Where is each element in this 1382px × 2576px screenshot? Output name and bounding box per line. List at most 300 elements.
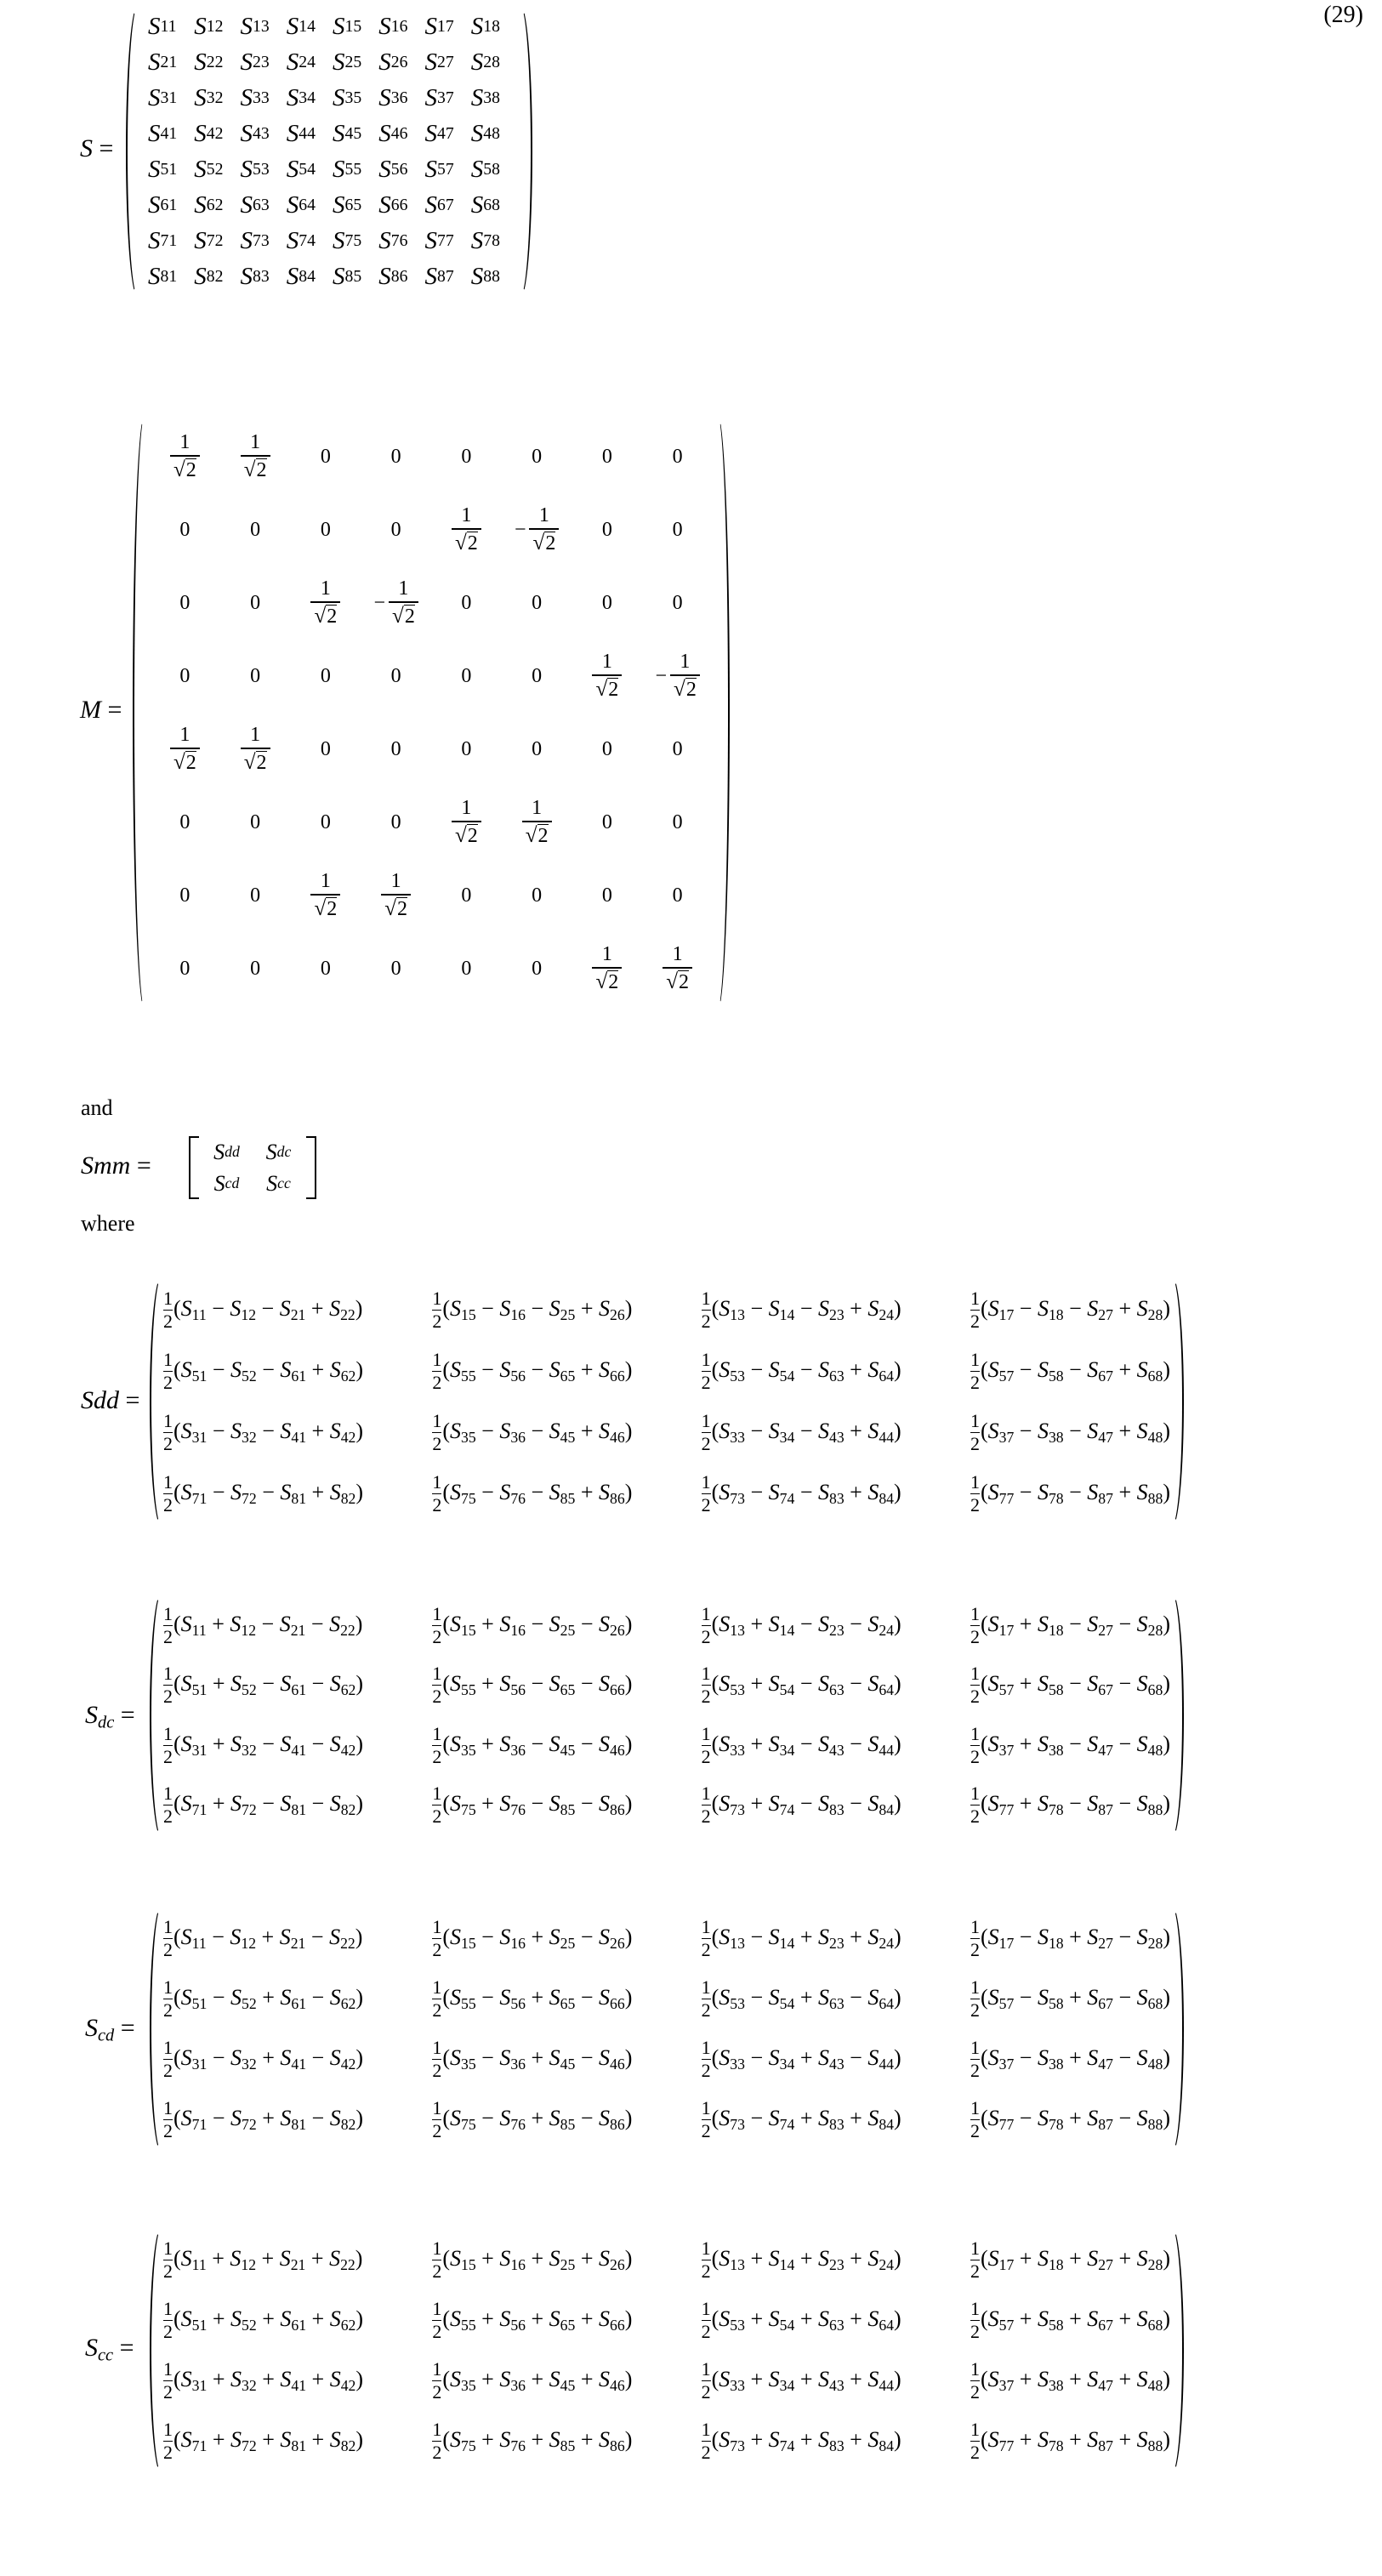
- matrix-entry: [432, 1463, 632, 1524]
- s-entry-subscript: 71: [161, 231, 178, 251]
- one-half-fraction: [163, 1784, 173, 1826]
- half-numerator: 1: [432, 2239, 441, 2260]
- s-entry-symbol: S: [194, 120, 207, 148]
- half-denominator: 2: [163, 1805, 173, 1826]
- half-denominator: 2: [970, 1999, 980, 2020]
- s-matrix-entry: [283, 44, 329, 80]
- entry-expression: (S71 + S72 + S81 + S82): [173, 2427, 363, 2455]
- entry-expression: (S35 + S36 − S45 − S46): [442, 1732, 632, 1760]
- half-numerator: 1: [702, 1725, 711, 1745]
- s-matrix-entry: [283, 259, 329, 294]
- s-entry-symbol: S: [241, 13, 253, 41]
- s-matrix-entry: [145, 9, 191, 44]
- s-entry-symbol: S: [333, 263, 345, 291]
- s-label-symbol: S: [80, 134, 93, 162]
- half-numerator: 1: [163, 1784, 173, 1805]
- m-matrix-entry: [150, 420, 220, 493]
- s-entry-symbol: S: [287, 48, 299, 77]
- fraction-denominator: [452, 821, 481, 846]
- s-entry-subscript: 38: [483, 88, 500, 108]
- minus-sign: −: [515, 519, 526, 542]
- zero-entry: 0: [250, 519, 260, 542]
- zero-entry: 0: [673, 592, 683, 615]
- half-numerator: 1: [163, 1725, 173, 1745]
- one-half-fraction: [702, 2099, 711, 2141]
- m-matrix-entry: [431, 493, 502, 566]
- half-denominator: 2: [163, 1432, 173, 1453]
- one-over-sqrt2-fraction: [241, 432, 270, 481]
- one-half-fraction: [702, 2420, 711, 2462]
- half-denominator: 2: [970, 1432, 980, 1453]
- m-matrix-entry: [220, 786, 291, 859]
- sqrt-icon: √: [173, 458, 185, 481]
- one-half-fraction: [970, 1725, 980, 1766]
- one-half-fraction: [702, 2300, 711, 2341]
- s-entry-subscript: 75: [345, 231, 362, 251]
- entry-expression: (S75 − S76 + S85 − S86): [442, 2106, 632, 2134]
- entry-expression: (S17 − S18 + S27 − S28): [981, 1925, 1170, 1953]
- matrix-entry: [163, 1463, 363, 1524]
- half-denominator: 2: [163, 2119, 173, 2141]
- s-entry-subscript: 82: [207, 267, 224, 287]
- right-parenthesis: [1170, 2226, 1184, 2475]
- s-matrix-entry: [283, 151, 329, 187]
- one-half-fraction: [432, 2420, 441, 2462]
- s-entry-symbol: S: [333, 84, 345, 112]
- half-denominator: 2: [432, 1310, 441, 1331]
- s-matrix-entry: [237, 44, 283, 80]
- sdd-label: [81, 1386, 139, 1415]
- matrix-entry: [432, 2090, 632, 2150]
- one-half-fraction: [970, 1978, 980, 2020]
- s-entry-symbol: S: [333, 191, 345, 219]
- s-entry-subscript: 83: [253, 267, 270, 287]
- s-matrix-entry: [375, 9, 421, 44]
- m-matrix-entry: [361, 640, 431, 713]
- scd-subscript: cd: [98, 2027, 114, 2045]
- entry-expression: (S75 + S76 − S85 − S86): [442, 1791, 632, 1819]
- half-denominator: 2: [702, 2380, 711, 2402]
- matrix-entry: [702, 1279, 901, 1340]
- sqrt-icon: √: [532, 532, 544, 554]
- entry-expression: (S51 + S52 + S61 + S62): [173, 2306, 363, 2334]
- s-matrix-entry: [422, 259, 468, 294]
- matrix-entry: [432, 2290, 632, 2351]
- s-entry-subscript: 53: [253, 160, 270, 179]
- s-entry-symbol: S: [425, 48, 438, 77]
- zero-entry: 0: [391, 738, 401, 761]
- matrix-entry: [702, 1969, 901, 2029]
- radicand: 2: [607, 678, 618, 701]
- s-entry-subscript: 64: [299, 196, 316, 215]
- s-entry-subscript: 62: [207, 196, 224, 215]
- entry-expression: (S57 − S58 + S67 − S68): [981, 1985, 1170, 2013]
- s-entry-subscript: 56: [391, 160, 408, 179]
- s-matrix-entry: [375, 187, 421, 223]
- entry-expression: (S73 − S74 + S83 + S84): [712, 2106, 901, 2134]
- entry-expression: (S17 + S18 + S27 + S28): [981, 2246, 1170, 2274]
- sdc-matrix: [150, 1592, 1184, 1839]
- half-numerator: 1: [163, 1918, 173, 1938]
- one-half-fraction: [970, 1412, 980, 1453]
- half-numerator: 1: [432, 1605, 441, 1625]
- one-over-sqrt2-fraction: [241, 725, 270, 773]
- fraction-denominator: [452, 528, 481, 554]
- fraction-numerator: 1: [176, 725, 193, 748]
- entry-expression: (S71 − S72 + S81 − S82): [173, 2106, 363, 2134]
- m-matrix-entry: [361, 493, 431, 566]
- m-matrix-entry: [291, 932, 361, 1005]
- one-over-sqrt2-fraction: [170, 725, 200, 773]
- matrix-entry: [702, 1595, 901, 1656]
- s-matrix-entry: [145, 116, 191, 151]
- matrix-entry: [970, 2411, 1170, 2471]
- entry-expression: (S71 + S72 − S81 − S82): [173, 1791, 363, 1819]
- m-matrix-entry: [642, 420, 713, 493]
- zero-entry: 0: [250, 811, 260, 834]
- entry-expression: (S15 + S16 + S25 + S26): [442, 2246, 632, 2274]
- s-entry-subscript: 21: [161, 53, 178, 72]
- sqrt-icon: √: [173, 751, 185, 774]
- entry-expression: (S11 + S12 − S21 − S22): [173, 1612, 362, 1640]
- one-half-fraction: [432, 2300, 441, 2341]
- one-half-fraction: [970, 1289, 980, 1331]
- right-bracket: [306, 1136, 316, 1199]
- matrix-entry: [163, 1776, 363, 1836]
- entry-expression: (S51 + S52 − S61 − S62): [173, 1671, 363, 1699]
- entry-expression: (S33 − S34 + S43 − S44): [712, 2045, 901, 2073]
- m-matrix-entry: [150, 493, 220, 566]
- m-matrix-entry: [431, 786, 502, 859]
- m-matrix-entry: [431, 932, 502, 1005]
- half-denominator: 2: [432, 1685, 441, 1706]
- matrix-entry: [970, 1279, 1170, 1340]
- s-entry-symbol: S: [194, 191, 207, 219]
- matrix-entry: [970, 1463, 1170, 1524]
- s-entry-symbol: S: [194, 48, 207, 77]
- half-numerator: 1: [163, 2039, 173, 2059]
- half-numerator: 1: [970, 1664, 980, 1685]
- s-entry-subscript: 17: [437, 17, 454, 37]
- zero-entry: 0: [179, 811, 190, 834]
- s-entry-subscript: 34: [299, 88, 316, 108]
- s-entry-symbol: S: [425, 120, 438, 148]
- s-entry-symbol: S: [194, 13, 207, 41]
- matrix-entry: [702, 2029, 901, 2090]
- matrix-entry: [702, 1656, 901, 1716]
- s-matrix-entry: [237, 259, 283, 294]
- half-numerator: 1: [702, 2039, 711, 2059]
- s-entry-symbol: S: [148, 13, 161, 41]
- one-over-sqrt2-fraction: [522, 798, 552, 846]
- m-matrix-entry: [572, 493, 643, 566]
- one-half-fraction: [432, 1473, 441, 1515]
- half-numerator: 1: [702, 2360, 711, 2380]
- s-matrix-entry: [329, 116, 375, 151]
- sqrt-icon: √: [595, 678, 607, 701]
- entry-expression: (S57 − S58 − S67 + S68): [981, 1357, 1170, 1385]
- one-half-fraction: [970, 1664, 980, 1706]
- entry-expression: (S55 − S56 + S65 − S66): [442, 1985, 632, 2013]
- one-over-sqrt2-fraction: [452, 505, 481, 554]
- s-entry-subscript: 11: [161, 17, 177, 37]
- s-matrix-entry: [191, 80, 236, 116]
- s-entry-subscript: 67: [437, 196, 454, 215]
- scd-grid: [163, 1908, 1170, 2150]
- s-entry-symbol: S: [241, 191, 253, 219]
- entry-expression: (S31 − S32 + S41 − S42): [173, 2045, 363, 2073]
- zero-entry: 0: [391, 519, 401, 542]
- half-numerator: 1: [432, 1725, 441, 1745]
- zero-entry: 0: [179, 958, 190, 981]
- entry-expression: (S33 + S34 − S43 − S44): [712, 1732, 901, 1760]
- s-entry-subscript: 45: [345, 124, 362, 144]
- m-matrix-entry: [572, 859, 643, 932]
- radicand: 2: [185, 458, 196, 481]
- s-entry-symbol: S: [287, 156, 299, 184]
- sqrt-icon: √: [244, 751, 256, 774]
- s-matrix-entry: [145, 259, 191, 294]
- zero-entry: 0: [602, 519, 612, 542]
- s-entry-symbol: S: [287, 227, 299, 255]
- s-entry-symbol: S: [241, 48, 253, 77]
- fraction-denominator: [670, 674, 700, 700]
- half-numerator: 1: [432, 2099, 441, 2119]
- matrix-entry: [970, 1715, 1170, 1776]
- half-numerator: 1: [702, 2239, 711, 2260]
- half-numerator: 1: [702, 1664, 711, 1685]
- scd-label-equals: =: [121, 2014, 135, 2042]
- m-matrix-entry: [642, 932, 713, 1005]
- zero-entry: 0: [461, 592, 471, 615]
- sqrt-icon: √: [455, 824, 467, 847]
- half-denominator: 2: [970, 2119, 980, 2141]
- s-matrix-entry: [422, 9, 468, 44]
- matrix-entry: [432, 2411, 632, 2471]
- s-matrix-entry: [191, 259, 236, 294]
- one-half-fraction: [163, 1605, 173, 1646]
- half-denominator: 2: [432, 1493, 441, 1515]
- one-half-fraction: [432, 2360, 441, 2402]
- text-and: and: [81, 1095, 113, 1121]
- matrix-entry: [163, 2029, 363, 2090]
- half-denominator: 2: [702, 1938, 711, 1959]
- zero-entry: 0: [250, 958, 260, 981]
- entry-expression: (S73 − S74 − S83 + S84): [712, 1480, 901, 1508]
- s-entry-symbol: S: [378, 120, 391, 148]
- half-numerator: 1: [970, 1784, 980, 1805]
- s-matrix-entry: [422, 116, 468, 151]
- radicand: 2: [326, 605, 337, 628]
- s-entry-subscript: 37: [437, 88, 454, 108]
- half-denominator: 2: [970, 2441, 980, 2462]
- entry-expression: (S51 − S52 + S61 − S62): [173, 1985, 363, 2013]
- one-half-fraction: [702, 1978, 711, 2020]
- m-matrix-entry: [502, 493, 572, 566]
- one-half-fraction: [163, 1473, 173, 1515]
- half-denominator: 2: [432, 2059, 441, 2080]
- half-denominator: 2: [970, 1745, 980, 1766]
- right-parenthesis: [519, 5, 532, 298]
- matrix-entry: [970, 2351, 1170, 2411]
- half-denominator: 2: [432, 1938, 441, 1959]
- s-matrix-entry: [422, 223, 468, 259]
- half-numerator: 1: [970, 1473, 980, 1493]
- matrix-entry: [432, 1595, 632, 1656]
- zero-entry: 0: [250, 592, 260, 615]
- s-matrix-entry: [283, 187, 329, 223]
- fraction-denominator: [241, 748, 270, 773]
- matrix-entry: [163, 2290, 363, 2351]
- half-numerator: 1: [432, 1918, 441, 1938]
- fraction-denominator: [170, 748, 200, 773]
- half-numerator: 1: [432, 2360, 441, 2380]
- s-entry-subscript: 18: [483, 17, 500, 37]
- s-entry-symbol: S: [148, 156, 161, 184]
- s-entry-subscript: 73: [253, 231, 270, 251]
- m-matrix-label: [80, 696, 122, 725]
- s-entry-subscript: 44: [299, 124, 316, 144]
- m-matrix-entry: [291, 713, 361, 786]
- s-matrix-entry: [191, 116, 236, 151]
- s-entry-symbol: S: [333, 13, 345, 41]
- s-entry-symbol: S: [148, 120, 161, 148]
- half-numerator: 1: [702, 1412, 711, 1432]
- one-half-fraction: [702, 1412, 711, 1453]
- s-entry-subscript: 46: [391, 124, 408, 144]
- matrix-entry: [702, 2230, 901, 2290]
- s-matrix-entry: [468, 44, 514, 80]
- half-denominator: 2: [432, 1625, 441, 1646]
- half-denominator: 2: [970, 1625, 980, 1646]
- s-entry-symbol: S: [287, 263, 299, 291]
- matrix-entry: [702, 2290, 901, 2351]
- sdd-label-equals: =: [126, 1386, 140, 1414]
- matrix-entry: [702, 2351, 901, 2411]
- s-entry-symbol: S: [378, 263, 391, 291]
- s-matrix-entry: [375, 80, 421, 116]
- s-matrix-entry: [237, 187, 283, 223]
- half-numerator: 1: [702, 1605, 711, 1625]
- s-entry-symbol: S: [194, 227, 207, 255]
- s-entry-symbol: S: [241, 227, 253, 255]
- left-parenthesis: [150, 2226, 163, 2475]
- matrix-entry: [163, 1969, 363, 2029]
- smm-grid: [201, 1136, 304, 1199]
- fraction-denominator: [592, 967, 622, 992]
- matrix-entry: [970, 1776, 1170, 1836]
- m-matrix-entry: [220, 859, 291, 932]
- half-denominator: 2: [163, 1371, 173, 1392]
- matrix-entry: [432, 1776, 632, 1836]
- entry-expression: (S77 − S78 − S87 + S88): [981, 1480, 1170, 1508]
- m-label-symbol: M: [80, 696, 101, 724]
- s-matrix-entry: [329, 259, 375, 294]
- minus-sign: −: [373, 592, 385, 615]
- one-half-fraction: [432, 2039, 441, 2080]
- s-entry-symbol: S: [425, 191, 438, 219]
- s-entry-subscript: 77: [437, 231, 454, 251]
- half-denominator: 2: [970, 2380, 980, 2402]
- s-entry-subscript: 81: [161, 267, 178, 287]
- zero-entry: 0: [321, 811, 331, 834]
- half-numerator: 1: [970, 1351, 980, 1371]
- s-matrix-entry: [237, 151, 283, 187]
- fraction-denominator: [310, 601, 340, 627]
- fraction-numerator: 1: [388, 871, 405, 894]
- entry-expression: (S77 + S78 + S87 + S88): [981, 2427, 1170, 2455]
- scc-label: [85, 2334, 134, 2366]
- half-numerator: 1: [432, 1412, 441, 1432]
- fraction-denominator: [389, 601, 418, 627]
- half-numerator: 1: [163, 1412, 173, 1432]
- s-entry-symbol: S: [287, 191, 299, 219]
- entry-expression: (S33 + S34 + S43 + S44): [712, 2367, 901, 2395]
- matrix-entry: [702, 1776, 901, 1836]
- s-entry-symbol: S: [194, 263, 207, 291]
- fraction-numerator: 1: [395, 578, 412, 601]
- m-matrix-entry: [502, 420, 572, 493]
- s-matrix-entry: [329, 223, 375, 259]
- sqrt-icon: √: [666, 970, 678, 993]
- m-matrix-entry: [431, 859, 502, 932]
- half-numerator: 1: [163, 2300, 173, 2320]
- half-denominator: 2: [163, 1999, 173, 2020]
- half-numerator: 1: [432, 1664, 441, 1685]
- s-entry-subscript: 61: [161, 196, 178, 215]
- one-half-fraction: [432, 2099, 441, 2141]
- m-matrix-entry: [291, 493, 361, 566]
- s-entry-subscript: 23: [253, 53, 270, 72]
- s-entry-symbol: S: [287, 13, 299, 41]
- one-over-sqrt2-fraction: [670, 651, 700, 700]
- scd-label: [85, 2014, 135, 2046]
- scc-label-symbol: [85, 2334, 113, 2362]
- m-matrix-entry: [150, 786, 220, 859]
- smm-label-symbol: Smm: [81, 1152, 130, 1180]
- left-bracket: [189, 1136, 199, 1199]
- zero-entry: 0: [461, 665, 471, 688]
- left-parenthesis: [150, 1276, 163, 1527]
- s-entry-subscript: 63: [253, 196, 270, 215]
- zero-entry: 0: [532, 446, 542, 469]
- entry-expression: (S31 − S32 − S41 + S42): [173, 1419, 363, 1447]
- half-denominator: 2: [702, 1310, 711, 1331]
- m-matrix-entry: [361, 932, 431, 1005]
- s-entry-symbol: S: [425, 13, 438, 41]
- one-half-fraction: [702, 2360, 711, 2402]
- half-numerator: 1: [970, 1605, 980, 1625]
- s-entry-symbol: S: [378, 13, 391, 41]
- s-matrix-entry: [375, 44, 421, 80]
- half-denominator: 2: [702, 1685, 711, 1706]
- one-half-fraction: [163, 1351, 173, 1392]
- s-entry-symbol: S: [378, 191, 391, 219]
- m-matrix-entry: [502, 859, 572, 932]
- one-half-fraction: [163, 1978, 173, 2020]
- s-entry-subscript: 14: [299, 17, 316, 37]
- sdd-label-symbol: Sdd: [81, 1386, 119, 1414]
- matrix-entry: [163, 1402, 363, 1463]
- half-denominator: 2: [702, 1625, 711, 1646]
- s-entry-symbol: S: [148, 48, 161, 77]
- one-half-fraction: [432, 1351, 441, 1392]
- radicand: 2: [326, 897, 337, 920]
- half-denominator: 2: [432, 1805, 441, 1826]
- zero-entry: 0: [461, 446, 471, 469]
- m-matrix-entry: [220, 713, 291, 786]
- s-entry-subscript: 86: [391, 267, 408, 287]
